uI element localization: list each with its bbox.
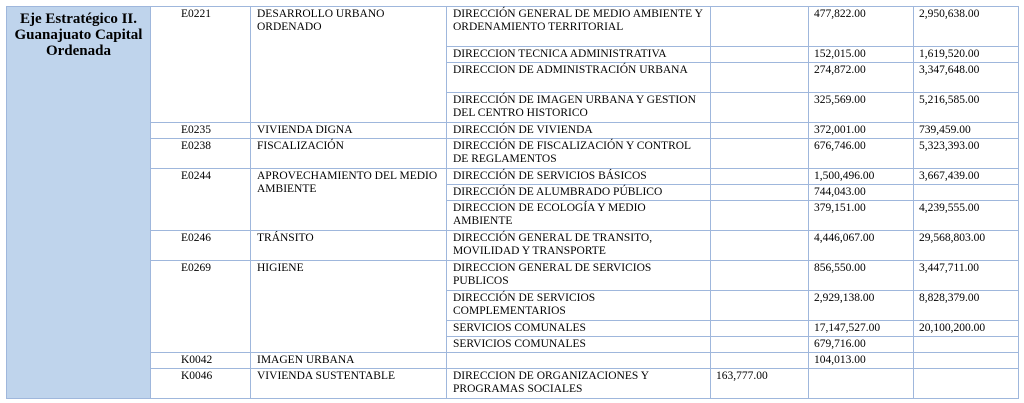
amount-cell: 1,619,520.00 — [914, 47, 1019, 63]
amount-cell: 104,013.00 — [809, 353, 914, 369]
program-code: E0244 — [151, 169, 251, 231]
dependency-name: DIRECCIÓN GENERAL DE MEDIO AMBIENTE Y ORDENAMIENTO TERRITORIAL — [447, 7, 711, 47]
amount-cell — [711, 63, 809, 93]
program-name: VIVIENDA DIGNA — [251, 123, 447, 139]
amount-cell — [711, 201, 809, 231]
amount-cell — [711, 321, 809, 337]
amount-cell: 152,015.00 — [809, 47, 914, 63]
amount-cell — [914, 185, 1019, 201]
amount-cell: 3,447,711.00 — [914, 261, 1019, 291]
amount-cell — [711, 139, 809, 169]
amount-cell — [711, 291, 809, 321]
amount-cell: 274,872.00 — [809, 63, 914, 93]
dependency-name: DIRECCIÓN GENERAL DE TRANSITO, MOVILIDAD Y TRANSPORTE — [447, 231, 711, 261]
table-row — [7, 369, 1019, 399]
program-name: VIVIENDA SUSTENTABLE — [251, 369, 447, 399]
dependency-name: DIRECCION GENERAL DE SERVICIOS PUBLICOS — [447, 261, 711, 291]
amount-cell: 2,950,638.00 — [914, 7, 1019, 47]
program-name: HIGIENE — [251, 261, 447, 353]
dependency-name: DIRECCIÓN DE ALUMBRADO PÚBLICO — [447, 185, 711, 201]
strategic-axis-title: Eje Estratégico II. Guanajuato Capital Ordenada — [7, 7, 151, 399]
amount-cell: 372,001.00 — [809, 123, 914, 139]
program-name: APROVECHAMIENTO DEL MEDIO AMBIENTE — [251, 169, 447, 231]
table-row — [7, 231, 1019, 261]
dependency-name: DIRECCION DE ECOLOGÍA Y MEDIO AMBIENTE — [447, 201, 711, 231]
amount-cell: 325,569.00 — [809, 93, 914, 123]
amount-cell: 163,777.00 — [711, 369, 809, 399]
table-row — [7, 7, 1019, 47]
program-code: K0046 — [151, 369, 251, 399]
program-code: E0238 — [151, 139, 251, 169]
dependency-name: DIRECCION DE ORGANIZACIONES Y PROGRAMAS SOCIALES — [447, 369, 711, 399]
amount-cell — [711, 47, 809, 63]
amount-cell — [711, 169, 809, 185]
amount-cell: 5,216,585.00 — [914, 93, 1019, 123]
program-code: E0221 — [151, 7, 251, 123]
table-row — [7, 353, 1019, 369]
amount-cell — [711, 123, 809, 139]
program-name: FISCALIZACIÓN — [251, 139, 447, 169]
amount-cell — [711, 353, 809, 369]
amount-cell: 676,746.00 — [809, 139, 914, 169]
amount-cell — [914, 337, 1019, 353]
amount-cell: 1,500,496.00 — [809, 169, 914, 185]
budget-table — [6, 6, 1019, 399]
table-row — [7, 261, 1019, 291]
amount-cell: 29,568,803.00 — [914, 231, 1019, 261]
table-row — [7, 169, 1019, 185]
amount-cell: 17,147,527.00 — [809, 321, 914, 337]
dependency-name: SERVICIOS COMUNALES — [447, 321, 711, 337]
amount-cell: 379,151.00 — [809, 201, 914, 231]
amount-cell: 856,550.00 — [809, 261, 914, 291]
program-code: E0235 — [151, 123, 251, 139]
dependency-name: SERVICIOS COMUNALES — [447, 337, 711, 353]
dependency-name — [447, 353, 711, 369]
dependency-name: DIRECCION DE ADMINISTRACIÓN URBANA — [447, 63, 711, 93]
amount-cell — [711, 231, 809, 261]
program-code: K0042 — [151, 353, 251, 369]
amount-cell: 3,347,648.00 — [914, 63, 1019, 93]
amount-cell: 739,459.00 — [914, 123, 1019, 139]
amount-cell — [711, 185, 809, 201]
amount-cell: 477,822.00 — [809, 7, 914, 47]
amount-cell: 2,929,138.00 — [809, 291, 914, 321]
dependency-name: DIRECCIÓN DE IMAGEN URBANA Y GESTION DEL CENTRO HISTORICO — [447, 93, 711, 123]
dependency-name: DIRECCIÓN DE SERVICIOS BÁSICOS — [447, 169, 711, 185]
amount-cell — [809, 369, 914, 399]
amount-cell — [711, 7, 809, 47]
amount-cell: 4,446,067.00 — [809, 231, 914, 261]
amount-cell: 3,667,439.00 — [914, 169, 1019, 185]
amount-cell — [711, 261, 809, 291]
program-name: IMAGEN URBANA — [251, 353, 447, 369]
program-name: TRÁNSITO — [251, 231, 447, 261]
amount-cell: 5,323,393.00 — [914, 139, 1019, 169]
program-code: E0269 — [151, 261, 251, 353]
amount-cell — [711, 337, 809, 353]
table-row — [7, 139, 1019, 169]
program-code: E0246 — [151, 231, 251, 261]
amount-cell: 4,239,555.00 — [914, 201, 1019, 231]
amount-cell — [914, 369, 1019, 399]
amount-cell: 679,716.00 — [809, 337, 914, 353]
budget-table-container — [6, 6, 1018, 399]
dependency-name: DIRECCIÓN DE VIVIENDA — [447, 123, 711, 139]
amount-cell: 744,043.00 — [809, 185, 914, 201]
table-row — [7, 123, 1019, 139]
amount-cell — [914, 353, 1019, 369]
amount-cell: 20,100,200.00 — [914, 321, 1019, 337]
dependency-name: DIRECCION TECNICA ADMINISTRATIVA — [447, 47, 711, 63]
amount-cell: 8,828,379.00 — [914, 291, 1019, 321]
dependency-name: DIRECCIÓN DE FISCALIZACIÓN Y CONTROL DE REGLAMENTOS — [447, 139, 711, 169]
amount-cell — [711, 93, 809, 123]
program-name: DESARROLLO URBANO ORDENADO — [251, 7, 447, 123]
dependency-name: DIRECCIÓN DE SERVICIOS COMPLEMENTARIOS — [447, 291, 711, 321]
